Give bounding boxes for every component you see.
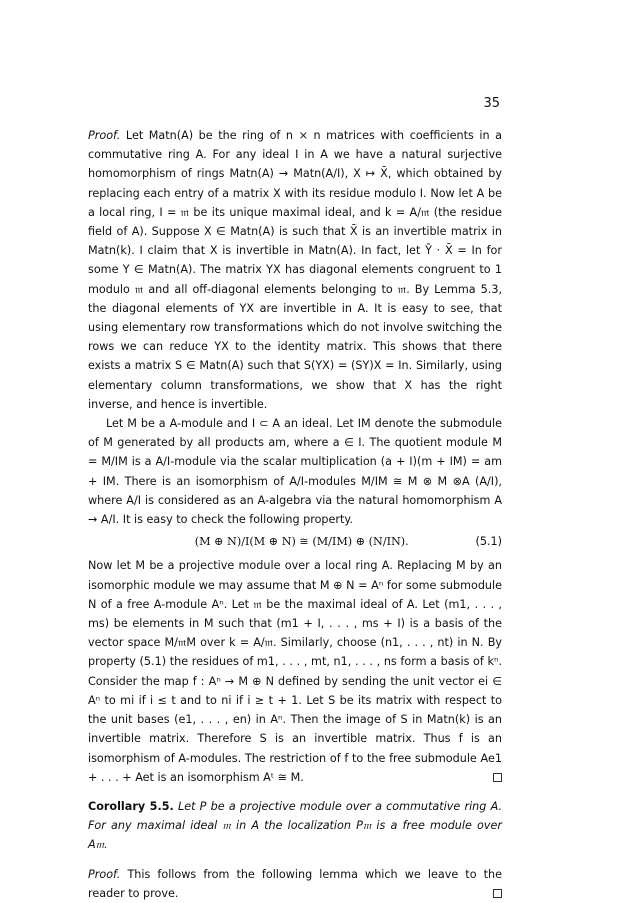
qed-icon [493, 889, 502, 898]
proof-label: Proof. [88, 129, 121, 142]
page-content [88, 126, 502, 903]
equation-formula: (M ⊕ N)/I(M ⊕ N) ≅ (M/IM) ⊕ (N/IN). [194, 535, 409, 549]
proof-paragraph-2 [88, 865, 502, 903]
proof-text: Let Matn(A) be the ring of n × n matrices with coefficients in a commutative ring A. For any ideal I in A we have a natural surjective homomorphism of rings Matn(A) → Matn(A/I), X ↦ X̄, which obtained by replacing each entry of a matrix X with its residue modulo I. Now let A be a local ring, I = 𝔪 be its unique maximal ideal, and k = A/𝔪 (the residue field of A). Suppose X ∈ Matn(A) is such that X̄ is an invertible matrix in Matn(k). I claim that X is invertible in Matn(A). In fact, let Ȳ · X̄ = In for some Y ∈ Matn(A). The matrix YX has diagonal elements congruent to 1 modulo 𝔪 and all off-diagonal elements belonging to 𝔪. By Lemma 5.3, the diagonal elements of YX are invertible in A. It is easy to see, that using elementary row transformations which do not involve switching the rows we can reduce YX to the identity matrix. This shows that there exists a matrix S ∈ Matn(A) such that S(YX) = (SY)X = In. Similarly, using elementary column transformations, we show that X has the right inverse, and hence is invertible. [88, 129, 502, 411]
projective-module-paragraph [88, 556, 502, 786]
proof-label-2: Proof. [88, 867, 121, 881]
equation-number: (5.1) [475, 535, 502, 549]
projective-module-text: Now let M be a projective module over a local ring A. Replacing M by an isomorphic module we may assume that M ⊕ N = Aⁿ for some submodule N of a free A-module Aⁿ. Let 𝔪 be the maximal ideal of A. Let (m1, . . . , ms) be elements in M such that (m1 + I, . . . , ms + I) is a basis of the vector space M/𝔪M over k = A/𝔪. Similarly, choose (n1, . . . , nt) in N. By property (5.1) the residues of m1, . . . , mt, n1, . . . , ns form a basis of kⁿ. Consider the map f : Aⁿ → M ⊕ N defined by sending the unit vector ei ∈ Aⁿ to mi if i ≤ t and to ni if i ≥ t + 1. Let S be its matrix with respect to the unit bases (e1, . . . , en) in Aⁿ. Then the image of S in Matn(k) is an invertible matrix. Therefore S is an invertible matrix. Thus f is an isomorphism of A-modules. The restriction of f to the free submodule Ae1 + . . . + Aet is an isomorphism Aᵗ ≅ M. [88, 559, 502, 784]
corollary-text: Let P be a projective module over a commutative ring A. For any maximal ideal 𝔪 in A the localization P𝔪 is a free module over A𝔪. [88, 799, 502, 852]
module-paragraph [88, 414, 502, 529]
module-text: Let M be a A-module and I ⊂ A an ideal. Let IM denote the submodule of M generated by all products am, where a ∈ I. The quotient module M = M/IM is a A/I-module via the scalar multiplication (a + I)(m + IM) = am + IM. There is an isomorphism of A/I-modules M/IM ≅ M ⊗ M ⊗A (A/I), where A/I is considered as an A-algebra via the natural homomorphism A → A/I. It is easy to check the following property. [88, 417, 502, 527]
proof-paragraph [88, 126, 502, 414]
corollary-label: Corollary 5.5. [88, 799, 174, 813]
qed-icon [493, 773, 502, 782]
equation-5-1 [88, 532, 502, 551]
proof-text-2: This follows from the following lemma which we leave to the reader to prove. [88, 867, 502, 900]
page-number: 35 [483, 96, 500, 111]
